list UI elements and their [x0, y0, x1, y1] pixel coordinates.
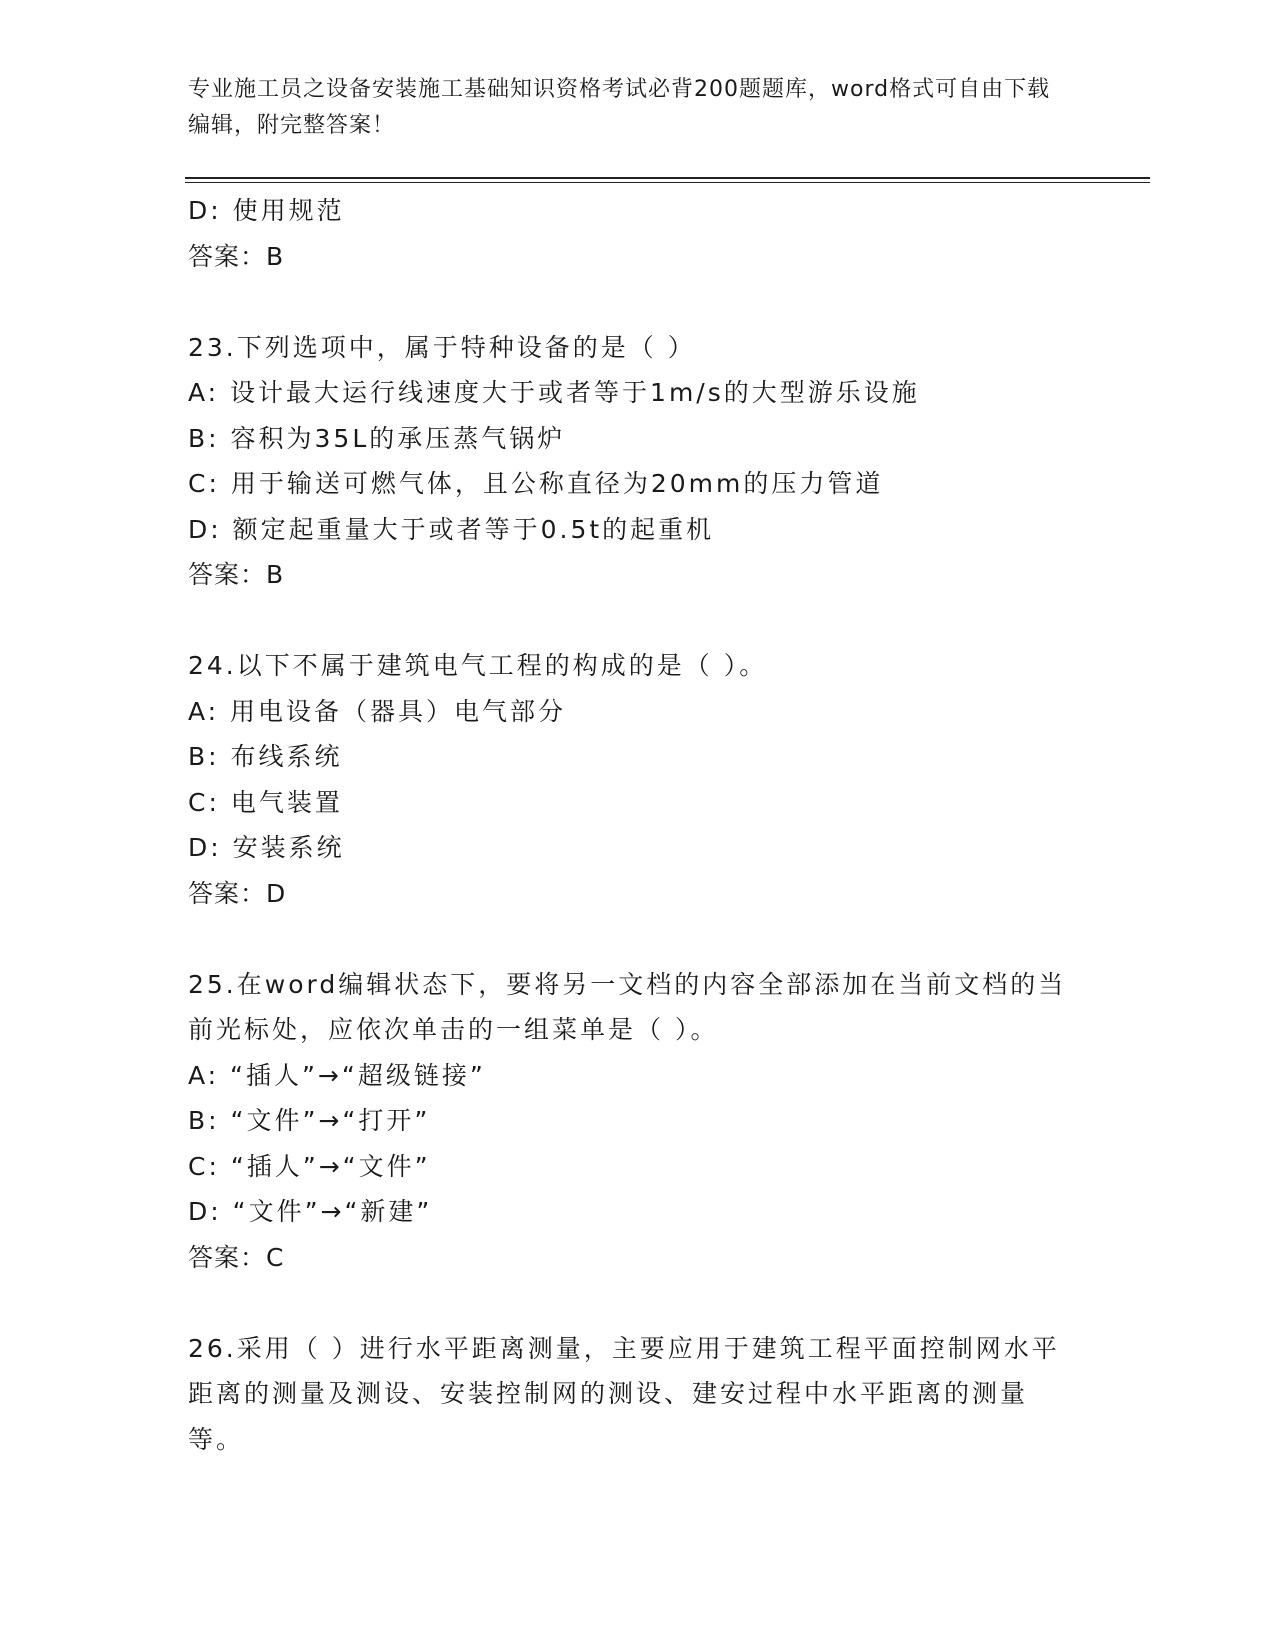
header-rule-thick — [185, 177, 1150, 179]
question-23 — [188, 325, 1068, 598]
spacer — [188, 1280, 1068, 1326]
question-24 — [188, 643, 1068, 916]
question-26 — [188, 1326, 1068, 1463]
question-stem: 25.在word编辑状态下，要将另一文档的内容全部添加在当前文档的当前光标处，应依次单击的一组菜单是（ ）。 — [188, 969, 1067, 1044]
option-a: A: 用电设备（器具）电气部分 — [188, 696, 567, 726]
spacer — [188, 598, 1068, 644]
answer: 答案：C — [188, 1242, 285, 1272]
option-d: D: 使用规范 — [188, 196, 345, 225]
spacer — [188, 279, 1068, 325]
question-25 — [188, 962, 1068, 1281]
prev-question-tail — [188, 188, 1068, 279]
document-header: 专业施工员之设备安装施工基础知识资格考试必背200题题库，word格式可自由下载编辑，附完整答案！ — [188, 77, 1051, 138]
option-d: D: “文件”→“新建” — [188, 1197, 433, 1226]
question-list — [188, 188, 1068, 1462]
option-c: C: 电气装置 — [188, 787, 343, 817]
answer: 答案：B — [188, 560, 285, 589]
question-stem: 26.采用（ ）进行水平距离测量，主要应用于建筑工程平面控制网水平距离的测量及测设、安装控制网的测设、建安过程中水平距离的测量等。 — [188, 1333, 1060, 1454]
option-b: B: “文件”→“打开” — [188, 1106, 431, 1135]
option-d: D: 额定起重量大于或者等于0.5t的起重机 — [188, 514, 715, 544]
option-a: A: 设计最大运行线速度大于或者等于1m/s的大型游乐设施 — [188, 378, 920, 407]
header-rule-thin — [185, 182, 1150, 183]
option-c: C: “插人”→“文件” — [188, 1151, 431, 1181]
option-c: C: 用于输送可燃气体，且公称直径为20mm的压力管道 — [188, 469, 884, 498]
spacer — [188, 916, 1068, 962]
answer: 答案：B — [188, 241, 285, 271]
option-a: A: “插人”→“超级链接” — [188, 1060, 486, 1090]
answer: 答案：D — [188, 878, 287, 908]
question-stem: 23.下列选项中，属于特种设备的是（ ） — [188, 332, 696, 362]
question-stem: 24.以下不属于建筑电气工程的构成的是（ ）。 — [188, 651, 768, 680]
option-b: B: 容积为35L的承压蒸气锅炉 — [188, 423, 566, 453]
option-b: B: 布线系统 — [188, 742, 343, 771]
option-d: D: 安装系统 — [188, 833, 345, 862]
